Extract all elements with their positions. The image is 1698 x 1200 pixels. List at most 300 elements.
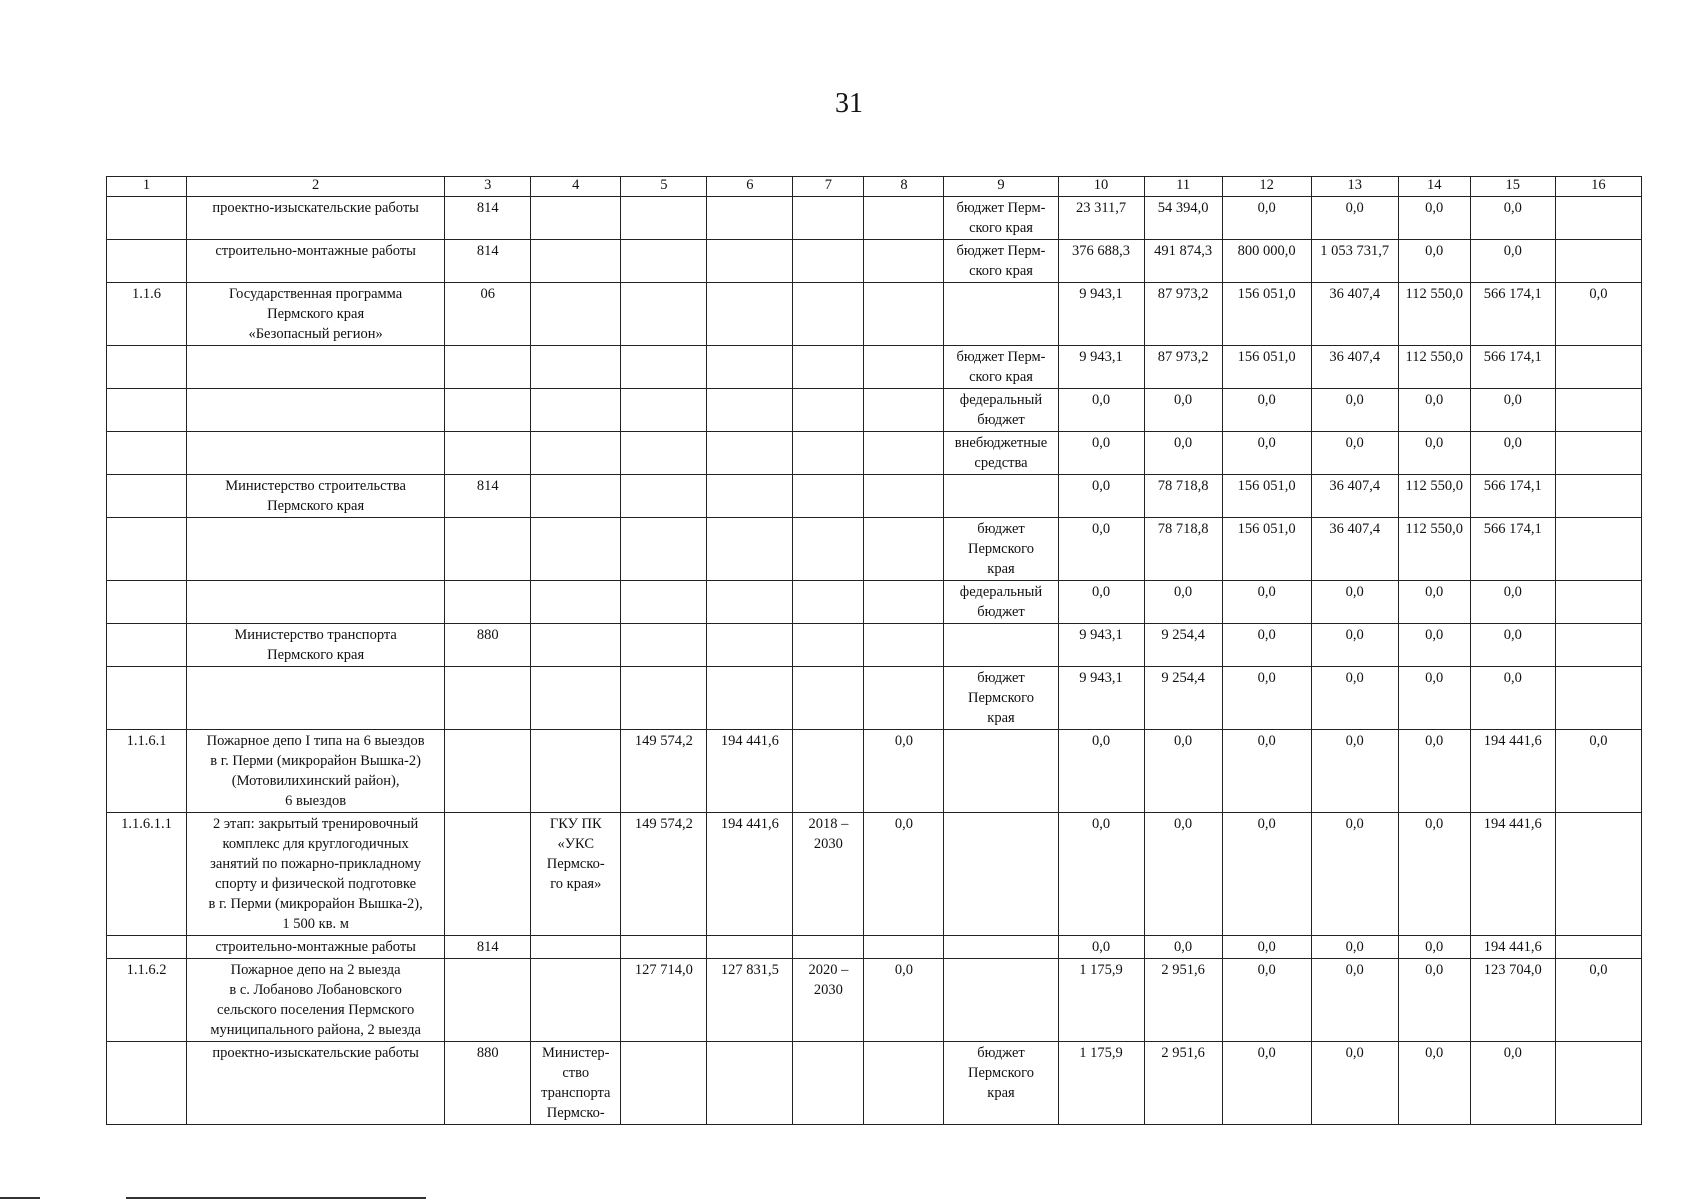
table-cell-col-4 [531,936,621,959]
cell-text-line: Пожарное депо на 2 выезда [230,962,401,978]
cell-text-line: Пермского [968,541,1034,557]
cell-text-line: 2030 [813,982,843,998]
cell-text-line: спорту и физической подготовке [215,876,417,892]
table-cell-col-14: 0,0 [1398,1042,1470,1125]
table-cell-col-12: 0,0 [1222,432,1311,475]
table-cell-col-10: 376 688,3 [1058,240,1144,283]
table-cell-col-3: 814 [445,240,531,283]
table-cell-col-6 [707,346,793,389]
cell-text-line: Министерство транспорта [234,627,397,643]
table-cell-col-7 [793,346,864,389]
table-cell-col-12: 0,0 [1222,667,1311,730]
cell-text-line: края [987,1085,1015,1101]
cell-text-line: в с. Лобаново Лобановского [229,982,402,998]
table-cell-col-1 [107,624,187,667]
table-cell-col-12: 156 051,0 [1222,346,1311,389]
cell-text-line: Пермского края [267,647,365,663]
table-cell-col-11: 0,0 [1144,389,1222,432]
table-cell-col-3 [445,581,531,624]
cell-text-line: транспорта [541,1085,611,1101]
table-row [107,283,1642,346]
table-cell-col-9 [944,959,1058,1042]
cell-text-line: го края» [550,876,602,892]
cell-text-line: ство [562,1065,590,1081]
table-cell-col-2 [187,959,445,1042]
table-cell-col-3: 880 [445,624,531,667]
table-cell-col-5 [621,432,707,475]
cell-text-line: 2030 [813,836,843,852]
table-cell-col-13: 0,0 [1311,197,1398,240]
table-cell-col-4 [531,432,621,475]
table-cell-col-3 [445,667,531,730]
cell-text-line: бюджет Перм- [956,349,1046,365]
table-cell-col-4 [531,197,621,240]
table-cell-col-6: 194 441,6 [707,730,793,813]
table-cell-col-7 [793,730,864,813]
table-cell-col-12: 0,0 [1222,1042,1311,1125]
table-cell-col-5 [621,240,707,283]
table-cell-col-1: 1.1.6.1 [107,730,187,813]
table-cell-col-1 [107,475,187,518]
table-cell-col-10: 0,0 [1058,581,1144,624]
page-number: 31 [835,88,863,119]
table-cell-col-2 [187,667,445,730]
table-cell-col-7 [793,959,864,1042]
cell-text-line: Пермско- [546,856,605,872]
table-cell-col-7 [793,936,864,959]
table-cell-col-12: 0,0 [1222,813,1311,936]
table-cell-col-8 [864,1042,944,1125]
table-cell-col-8: 0,0 [864,813,944,936]
table-cell-col-7 [793,240,864,283]
table-cell-col-6 [707,197,793,240]
table-cell-col-9 [944,240,1058,283]
table-cell-col-3 [445,959,531,1042]
table-row [107,936,1642,959]
table-cell-col-15: 194 441,6 [1470,936,1555,959]
table-cell-col-11: 0,0 [1144,432,1222,475]
cell-text-line: 6 выездов [285,793,347,809]
table-cell-col-14: 0,0 [1398,581,1470,624]
cell-text-line: «УКС [557,836,595,852]
table-cell-col-6 [707,475,793,518]
table-cell-col-13: 1 053 731,7 [1311,240,1398,283]
cell-text-line: 2 этап: закрытый тренировочный [212,816,419,832]
column-number-6: 6 [707,177,793,197]
table-cell-col-1: 1.1.6.1.1 [107,813,187,936]
table-cell-col-16 [1555,389,1641,432]
table-cell-col-5 [621,475,707,518]
table-cell-col-12: 0,0 [1222,936,1311,959]
table-cell-col-2 [187,240,445,283]
table-cell-col-15: 0,0 [1470,389,1555,432]
table-cell-col-8 [864,346,944,389]
table-cell-col-7 [793,389,864,432]
table-cell-col-6: 194 441,6 [707,813,793,936]
table-cell-col-9 [944,432,1058,475]
table-cell-col-3 [445,518,531,581]
cell-text-line: Пермского края [267,306,365,322]
column-number-4: 4 [531,177,621,197]
table-cell-col-11: 0,0 [1144,936,1222,959]
table-cell-col-11: 78 718,8 [1144,518,1222,581]
cell-text-line: 2018 – [808,816,849,832]
table-cell-col-5 [621,283,707,346]
table-cell-col-2 [187,730,445,813]
table-row [107,197,1642,240]
table-cell-col-15: 0,0 [1470,240,1555,283]
table-cell-col-4 [531,475,621,518]
table-cell-col-12: 0,0 [1222,197,1311,240]
table-cell-col-10: 0,0 [1058,936,1144,959]
table-cell-col-2 [187,936,445,959]
table-cell-col-15: 0,0 [1470,667,1555,730]
table-cell-col-7 [793,1042,864,1125]
table-cell-col-9 [944,475,1058,518]
cell-text-line: в г. Перми (микрорайон Вышка-2), [208,896,423,912]
cell-text-line: средства [974,455,1028,471]
table-cell-col-1 [107,346,187,389]
table-cell-col-1 [107,432,187,475]
table-cell-col-16 [1555,624,1641,667]
table-cell-col-8 [864,240,944,283]
table-cell-col-9 [944,624,1058,667]
table-cell-col-3 [445,730,531,813]
cell-text-line: Пермско- [546,1105,605,1121]
table-cell-col-10: 0,0 [1058,475,1144,518]
table-row [107,624,1642,667]
table-cell-col-9 [944,581,1058,624]
cell-text-line: 2020 – [808,962,849,978]
cell-text-line: Пермского [968,1065,1034,1081]
table-cell-col-3: 814 [445,197,531,240]
table-cell-col-7 [793,581,864,624]
table-cell-col-16 [1555,240,1641,283]
table-cell-col-11: 2 951,6 [1144,1042,1222,1125]
table-cell-col-14: 112 550,0 [1398,283,1470,346]
table-cell-col-6 [707,936,793,959]
table-cell-col-13: 0,0 [1311,432,1398,475]
table-cell-col-13: 0,0 [1311,936,1398,959]
table-cell-col-14: 0,0 [1398,813,1470,936]
table-cell-col-13: 0,0 [1311,959,1398,1042]
table-cell-col-3 [445,432,531,475]
column-number-13: 13 [1311,177,1398,197]
table-cell-col-5: 149 574,2 [621,813,707,936]
table-cell-col-2 [187,197,445,240]
table-cell-col-1 [107,518,187,581]
table-cell-col-7 [793,518,864,581]
cell-text-line: бюджет [977,1045,1025,1061]
table-cell-col-7 [793,667,864,730]
header-row [107,177,1642,197]
table-cell-col-4 [531,283,621,346]
table-cell-col-2 [187,283,445,346]
table-row [107,432,1642,475]
table-cell-col-11: 54 394,0 [1144,197,1222,240]
column-number-5: 5 [621,177,707,197]
table-cell-col-5: 127 714,0 [621,959,707,1042]
table-cell-col-13: 0,0 [1311,667,1398,730]
table-cell-col-7 [793,432,864,475]
table-cell-col-2 [187,389,445,432]
table-cell-col-6 [707,581,793,624]
table-cell-col-4 [531,389,621,432]
table-cell-col-16 [1555,475,1641,518]
table-cell-col-11: 87 973,2 [1144,346,1222,389]
cell-text-line: Пожарное депо I типа на 6 выездов [206,733,425,749]
table-cell-col-13: 36 407,4 [1311,518,1398,581]
table-cell-col-8: 0,0 [864,959,944,1042]
table-cell-col-14: 0,0 [1398,240,1470,283]
column-number-15: 15 [1470,177,1555,197]
cell-text-line: внебюджетные [954,435,1048,451]
table-cell-col-9 [944,346,1058,389]
column-number-12: 12 [1222,177,1311,197]
table-cell-col-5 [621,1042,707,1125]
table-cell-col-8 [864,624,944,667]
table-cell-col-12: 156 051,0 [1222,283,1311,346]
table-row [107,346,1642,389]
cell-text-line: бюджет [977,604,1025,620]
column-number-11: 11 [1144,177,1222,197]
cell-text-line: 1 500 кв. м [282,916,349,932]
table-cell-col-2 [187,518,445,581]
table-cell-col-7 [793,624,864,667]
table-cell-col-8 [864,667,944,730]
column-number-14: 14 [1398,177,1470,197]
table-cell-col-3: 814 [445,475,531,518]
table-cell-col-5 [621,346,707,389]
table-row [107,518,1642,581]
table-row [107,959,1642,1042]
table-cell-col-13: 36 407,4 [1311,475,1398,518]
table-cell-col-6 [707,283,793,346]
table-cell-col-4 [531,667,621,730]
table-cell-col-3 [445,813,531,936]
table-cell-col-4 [531,518,621,581]
table-cell-col-8 [864,197,944,240]
column-number-3: 3 [445,177,531,197]
table-cell-col-6 [707,667,793,730]
table-cell-col-9 [944,730,1058,813]
table-cell-col-11: 87 973,2 [1144,283,1222,346]
table-cell-col-10: 9 943,1 [1058,283,1144,346]
cell-text-line: проектно-изыскательские работы [212,200,419,216]
cell-text-line: проектно-изыскательские работы [212,1045,419,1061]
table-cell-col-14: 0,0 [1398,936,1470,959]
table-cell-col-10: 1 175,9 [1058,1042,1144,1125]
table-cell-col-6 [707,518,793,581]
table-cell-col-15: 0,0 [1470,624,1555,667]
table-cell-col-14: 112 550,0 [1398,346,1470,389]
table-cell-col-11: 2 951,6 [1144,959,1222,1042]
table-cell-col-14: 0,0 [1398,389,1470,432]
table-cell-col-11: 0,0 [1144,730,1222,813]
column-number-16: 16 [1555,177,1641,197]
table-cell-col-2 [187,475,445,518]
table-cell-col-2 [187,346,445,389]
table-cell-col-10: 1 175,9 [1058,959,1144,1042]
cell-text-line: бюджет [977,521,1025,537]
table-cell-col-15: 0,0 [1470,581,1555,624]
table-cell-col-3 [445,346,531,389]
table-cell-col-15: 566 174,1 [1470,518,1555,581]
table-cell-col-6 [707,624,793,667]
table-cell-col-5 [621,197,707,240]
table-cell-col-9 [944,389,1058,432]
table-cell-col-3: 06 [445,283,531,346]
table-cell-col-8 [864,581,944,624]
table-cell-col-12: 156 051,0 [1222,518,1311,581]
table-cell-col-13: 36 407,4 [1311,283,1398,346]
table-cell-col-16: 0,0 [1555,730,1641,813]
table-cell-col-14: 112 550,0 [1398,475,1470,518]
cell-text-line: в г. Перми (микрорайон Вышка-2) [210,753,421,769]
table-cell-col-9 [944,283,1058,346]
table-cell-col-14: 112 550,0 [1398,518,1470,581]
cell-text-line: бюджет [977,412,1025,428]
table-cell-col-13: 0,0 [1311,624,1398,667]
table-cell-col-1 [107,581,187,624]
cell-text-line: Министер- [542,1045,610,1061]
table-cell-col-16 [1555,936,1641,959]
table-cell-col-5 [621,581,707,624]
table-cell-col-1 [107,240,187,283]
cell-text-line: ГКУ ПК [549,816,602,832]
table-cell-col-12: 0,0 [1222,959,1311,1042]
table-cell-col-16: 0,0 [1555,283,1641,346]
table-cell-col-15: 123 704,0 [1470,959,1555,1042]
table-cell-col-13: 0,0 [1311,389,1398,432]
cell-text-line: федеральный [959,584,1043,600]
table-cell-col-15: 0,0 [1470,1042,1555,1125]
table-cell-col-13: 36 407,4 [1311,346,1398,389]
table-cell-col-8: 0,0 [864,730,944,813]
table-cell-col-2 [187,581,445,624]
table-cell-col-15: 566 174,1 [1470,283,1555,346]
table-cell-col-1 [107,389,187,432]
column-number-7: 7 [793,177,864,197]
table-cell-col-10: 9 943,1 [1058,624,1144,667]
table-cell-col-12: 0,0 [1222,624,1311,667]
table-row [107,813,1642,936]
table-cell-col-7 [793,283,864,346]
table-cell-col-9 [944,518,1058,581]
table-cell-col-10: 0,0 [1058,730,1144,813]
table-cell-col-2 [187,432,445,475]
cell-text-line: «Безопасный регион» [248,326,383,342]
cell-text-line: Министерство строительства [225,478,406,494]
table-row [107,730,1642,813]
table-cell-col-10: 9 943,1 [1058,346,1144,389]
table-cell-col-15: 566 174,1 [1470,475,1555,518]
table-cell-col-4 [531,813,621,936]
cell-text-line: Пермского [968,690,1034,706]
table-cell-col-5 [621,389,707,432]
table-cell-col-9 [944,1042,1058,1125]
column-number-9: 9 [944,177,1058,197]
table-cell-col-14: 0,0 [1398,432,1470,475]
table-cell-col-4 [531,1042,621,1125]
table-cell-col-4 [531,730,621,813]
cell-text-line: муниципального района, 2 выезда [210,1022,421,1038]
cell-text-line: бюджет Перм- [956,200,1046,216]
cell-text-line: края [987,561,1015,577]
table-cell-col-8 [864,475,944,518]
cell-text-line: сельского поселения Пермского [217,1002,415,1018]
table-cell-col-13: 0,0 [1311,813,1398,936]
table-cell-col-13: 0,0 [1311,581,1398,624]
table-cell-col-16 [1555,581,1641,624]
table-cell-col-15: 0,0 [1470,432,1555,475]
table-row [107,581,1642,624]
table-cell-col-10: 0,0 [1058,389,1144,432]
table-cell-col-15: 194 441,6 [1470,813,1555,936]
table-cell-col-4 [531,346,621,389]
table-cell-col-13: 0,0 [1311,730,1398,813]
column-number-1: 1 [107,177,187,197]
table-cell-col-12: 0,0 [1222,389,1311,432]
table-cell-col-4 [531,581,621,624]
table-cell-col-14: 0,0 [1398,197,1470,240]
table-cell-col-7 [793,813,864,936]
table-cell-col-8 [864,389,944,432]
cell-text-line: ского края [969,369,1033,385]
table-cell-col-6: 127 831,5 [707,959,793,1042]
table-cell-col-1 [107,936,187,959]
column-number-2: 2 [187,177,445,197]
cell-text-line: (Мотовилихинский район), [231,773,400,789]
table-cell-col-9 [944,197,1058,240]
table-cell-col-3: 814 [445,936,531,959]
table-cell-col-15: 194 441,6 [1470,730,1555,813]
table-cell-col-12: 0,0 [1222,581,1311,624]
table-cell-col-11: 0,0 [1144,813,1222,936]
table-cell-col-4 [531,624,621,667]
table-cell-col-11: 0,0 [1144,581,1222,624]
table-cell-col-14: 0,0 [1398,730,1470,813]
table-cell-col-1: 1.1.6.2 [107,959,187,1042]
table-cell-col-12: 156 051,0 [1222,475,1311,518]
table-cell-col-6 [707,1042,793,1125]
table-cell-col-5 [621,518,707,581]
table-cell-col-6 [707,389,793,432]
table-cell-col-16: 0,0 [1555,959,1641,1042]
table-cell-col-5 [621,667,707,730]
table-cell-col-11: 9 254,4 [1144,667,1222,730]
table-cell-col-4 [531,959,621,1042]
cell-text-line: строительно-монтажные работы [215,939,416,955]
table-cell-col-2 [187,1042,445,1125]
scan-edge-line [126,1197,426,1199]
table-cell-col-10: 0,0 [1058,518,1144,581]
table-cell-col-11: 78 718,8 [1144,475,1222,518]
table-cell-col-9 [944,936,1058,959]
table-cell-col-10: 0,0 [1058,813,1144,936]
table-cell-col-12: 800 000,0 [1222,240,1311,283]
table-row [107,1042,1642,1125]
table-cell-col-16 [1555,813,1641,936]
table-cell-col-3: 880 [445,1042,531,1125]
table-cell-col-3 [445,389,531,432]
cell-text-line: края [987,710,1015,726]
table-cell-col-5 [621,624,707,667]
table-cell-col-8 [864,432,944,475]
table-row [107,475,1642,518]
table-cell-col-8 [864,283,944,346]
cell-text-line: комплекс для круглогодичных [222,836,409,852]
